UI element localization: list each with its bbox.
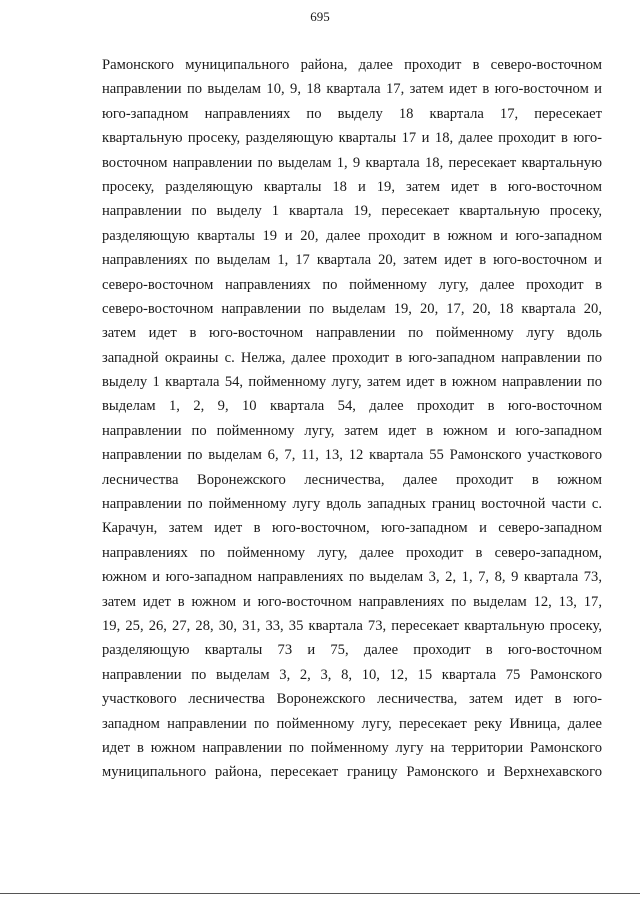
page-bottom-rule bbox=[0, 893, 640, 894]
text-line: направлении по выделу 1 квартала 19, пересекает квартальную просеку, bbox=[102, 203, 602, 220]
text-line: направлении по выделам 6, 7, 11, 13, 12 квартала 55 Рамонского участкового bbox=[102, 447, 602, 464]
text-line: просеку, разделяющую кварталы 18 и 19, затем идет в юго-восточном bbox=[102, 178, 602, 195]
text-line: западной окраины с. Нелжа, далее проходит в юго-западном направлении по bbox=[102, 349, 602, 366]
text-line: направлениях по выделам 1, 17 квартала 20, затем идет в юго-восточном и bbox=[102, 252, 602, 269]
body-text bbox=[102, 53, 602, 785]
text-line: выделу 1 квартала 54, пойменному лугу, затем идет в южном направлении по bbox=[102, 374, 602, 391]
text-line: затем идет в южном и юго-восточном направлениях по выделам 12, 13, 17, bbox=[102, 593, 602, 610]
text-line: юго-западном направлениях по выделу 18 квартала 17, пересекает bbox=[102, 105, 602, 122]
page-number: 695 bbox=[310, 9, 330, 24]
text-line: западном направлении по пойменному лугу, пересекает реку Ивница, далее bbox=[102, 715, 602, 732]
text-line: восточном направлении по выделам 1, 9 квартала 18, пересекает квартальную bbox=[102, 154, 602, 171]
text-line: направлении по пойменному лугу, затем идет в южном и юго-западном bbox=[102, 422, 602, 439]
text-line: северо-восточном направлении по выделам 19, 20, 17, 20, 18 квартала 20, bbox=[102, 300, 602, 317]
text-line: муниципального района, пересекает границу Рамонского и Верхнехавского bbox=[102, 764, 602, 781]
text-line: Карачун, затем идет в юго-восточном, юго-западном и северо-западном bbox=[102, 520, 602, 537]
text-line: выделам 1, 2, 9, 10 квартала 54, далее проходит в юго-восточном bbox=[102, 398, 602, 415]
text-line: Рамонского муниципального района, далее проходит в северо-восточном bbox=[102, 57, 602, 73]
text-line: квартальную просеку, разделяющую кварталы 17 и 18, далее проходит в юго- bbox=[102, 130, 602, 147]
text-line: направлении по пойменному лугу вдоль западных границ восточной части с. bbox=[102, 496, 602, 513]
text-line: северо-восточном направлениях по пойменному лугу, далее проходит в bbox=[102, 276, 602, 293]
text-line: направлении по выделам 3, 2, 3, 8, 10, 12, 15 квартала 75 Рамонского bbox=[102, 666, 602, 683]
text-line: разделяющую кварталы 19 и 20, далее проходит в южном и юго-западном bbox=[102, 227, 602, 244]
text-line: направлении по выделам 10, 9, 18 квартала 17, затем идет в юго-восточном и bbox=[102, 81, 602, 98]
text-line: затем идет в юго-восточном направлении по пойменному лугу вдоль bbox=[102, 325, 602, 342]
text-line: идет в южном направлении по пойменному лугу на территории Рамонского bbox=[102, 739, 602, 756]
text-line: разделяющую кварталы 73 и 75, далее проходит в юго-восточном bbox=[102, 642, 602, 659]
text-line: южном и юго-западном направлениях по выделам 3, 2, 1, 7, 8, 9 квартала 73, bbox=[102, 569, 602, 586]
text-line: направлениях по пойменному лугу, далее проходит в северо-западном, bbox=[102, 544, 602, 561]
text-line: участкового лесничества Воронежского лесничества, затем идет в юго- bbox=[102, 691, 602, 708]
text-line: лесничества Воронежского лесничества, далее проходит в южном bbox=[102, 471, 602, 488]
text-line: 19, 25, 26, 27, 28, 30, 31, 33, 35 квартала 73, пересекает квартальную просеку, bbox=[102, 617, 602, 634]
